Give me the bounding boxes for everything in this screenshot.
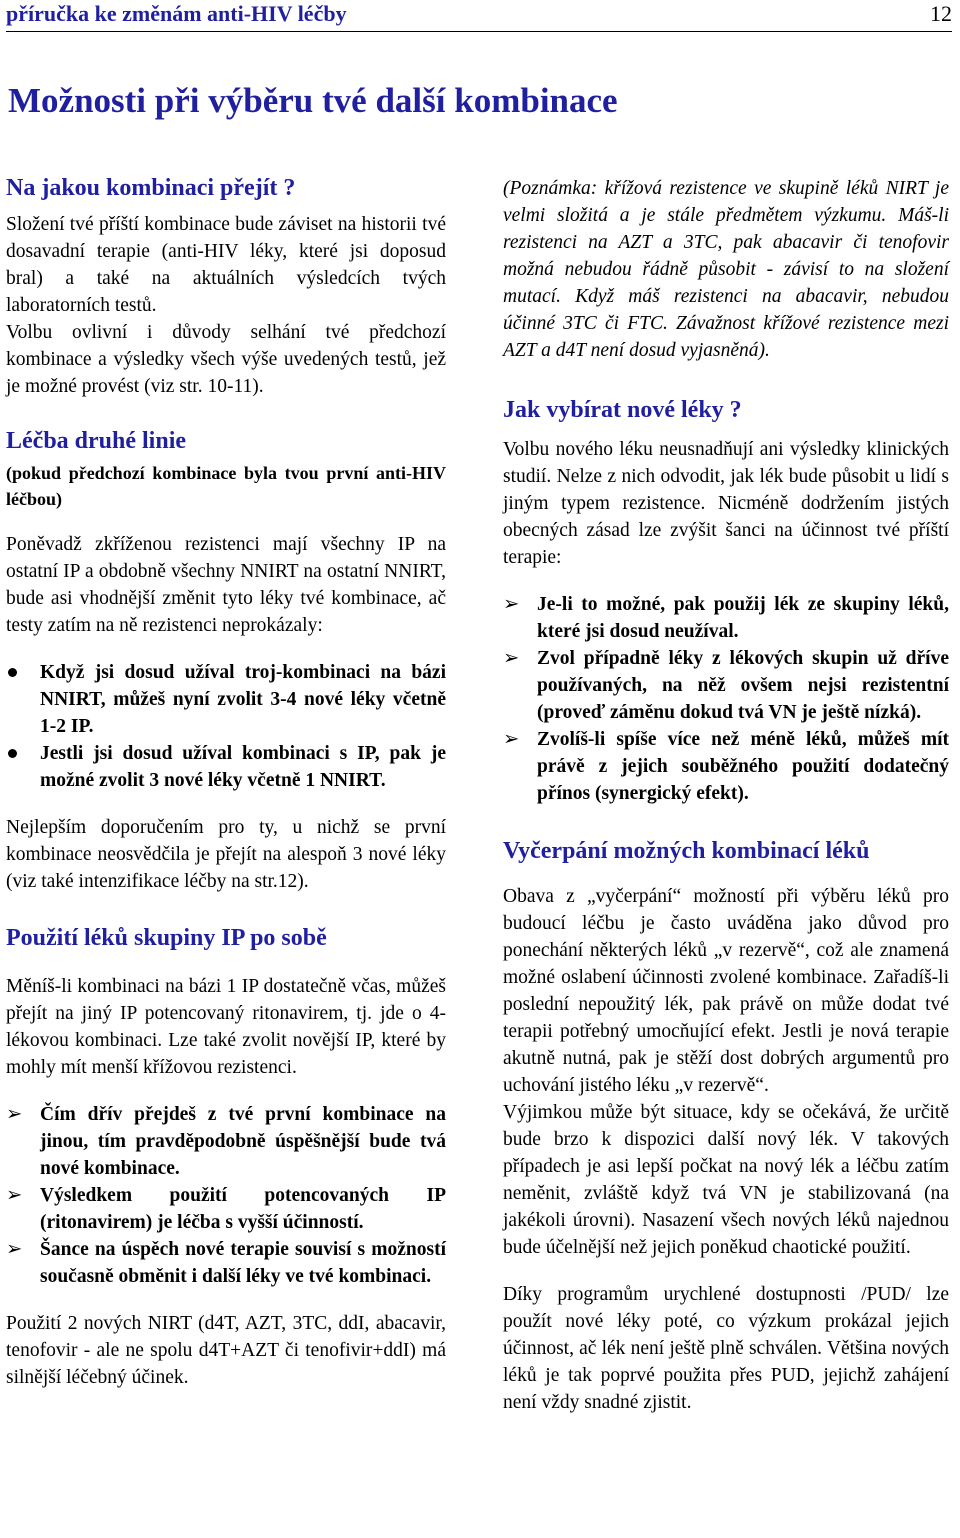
arrow-bullet-icon: ➢ — [503, 648, 520, 669]
arrow-bullet-icon: ➢ — [6, 1239, 23, 1260]
paragraph: Výjimkou může být situace, kdy se očekává, že určitě bude brzo k dispozici další nový lék. V takových případech je asi lepší počkat na nový lék a léčbu zatím neměnit, zvláště když tvá VN je stabilizovaná (na jakékoli úrovni). Nasazení všech nových léků najednou bude účelnější než jejich poněkud chaotické použití. — [503, 1102, 949, 1258]
paragraph: Volbu nového léku neusnadňují ani výsledky klinických studií. Nelze z nich odvodit, jak lék bude působit u lidí s jiným typem rezistence. Nicméně dodržením jistých obecných zásad lze zvýšit šanci na účinnost tvé příští terapie: — [503, 439, 949, 568]
list-item — [503, 645, 949, 726]
arrow-bullet-icon: ➢ — [6, 1104, 23, 1125]
list-item — [503, 591, 949, 645]
list-item-text: Šance na úspěch nové terapie souvisí s možností současně obměnit i další léky ve tvé kombinaci. — [40, 1239, 446, 1287]
list-item-text: Čím dřív přejdeš z tvé první kombinace na jinou, tím pravděpodobně úspěšnější bude tvá nové kombinace. — [40, 1104, 446, 1179]
list-item-text: Výsledkem použití potencovaných IP (ritonavirem) je léčba s vyšší účinností. — [40, 1185, 446, 1233]
paragraph: Poněvadž zkříženou rezistenci mají všechny IP na ostatní IP a obdobně všechny NNIRT na ostatní NNIRT, bude asi vhodnější změnit tyto léky tvé kombinace, ač testy zatím na ně rezistenci neprokázaly: — [6, 534, 446, 636]
section-heading-choosing-drugs: Jak vybírat nové léky ? — [503, 397, 742, 423]
list-item-text: Jestli jsi dosud užíval kombinaci s IP, pak je možné zvolit 3 nové léky včetně 1 NNIRT. — [40, 743, 446, 791]
arrow-list — [6, 1101, 446, 1290]
arrow-list — [503, 591, 949, 807]
list-item-text: Zvolíš-li spíše více než méně léků, můžeš mít právě z jejich souběžného použití dodatečný přínos (synergický efekt). — [537, 729, 949, 804]
list-item — [6, 1236, 446, 1290]
paragraph: Obava z „vyčerpání“ možností při výběru léků pro budoucí léčbu je často uváděna jako důvod pro ponechání některých léků „v rezervě“, což ale znamená možné oslabení účinnosti zvolené kombinace. Zařadíš-li poslední nepoužitý lék, pak právě on může dodat tvé terapii potřebný umocňující efekt. Jestli je nová terapie akutně nutná, pak je stěží dost dobrých argumentů pro uchování jistého léku „v rezervě“. — [503, 886, 949, 1096]
paragraph: Díky programům urychlené dostupnosti /PUD/ lze použít nové léky poté, co výzkum prokázal jejich účinnost, ač lék není ještě plně schválen. Většina nových léků je tak poprvé použita přes PUD, jejichž zahájení není vždy snadné zjistit. — [503, 1284, 949, 1413]
list-item-text: Když jsi dosud užíval troj-kombinaci na bázi NNIRT, můžeš nyní zvolit 3-4 nové léky včetně 1-2 IP. — [40, 662, 446, 737]
section-heading-exhaustion: Vyčerpání možných kombinací léků — [503, 838, 870, 864]
list-item — [6, 740, 446, 794]
list-item-text: Zvol případně léky z lékových skupin už dříve používaných, na něž ovšem nejsi rezistentní (proveď záměnu dokud tvá VN je ještě nízká). — [537, 648, 949, 723]
note-paragraph: (Poznámka: křížová rezistence ve skupině léků NIRT je velmi složitá a je stále předmětem výzkumu. Máš-li rezistenci na AZT a 3TC, pak abacavir či tenofovir možná nebudou řádně působit - závisí to na složení mutací. Když máš rezistenci na abacavir, nebudou účinné 3TC či FTC. Závažnost křížové rezistence mezi AZT a d4T není dosud vyjasněná). — [503, 178, 949, 361]
right-column — [503, 175, 949, 1416]
section-subheading: (pokud předchozí kombinace byla tvou první anti-HIV léčbou) — [6, 463, 446, 509]
running-header — [6, 0, 952, 32]
arrow-bullet-icon: ➢ — [6, 1185, 23, 1206]
bullet-list — [6, 659, 446, 794]
list-item-text: Je-li to možné, pak použij lék ze skupiny léků, které jsi dosud neužíval. — [537, 594, 949, 642]
paragraph: Nejlepším doporučením pro ty, u nichž se první kombinace neosvědčila je přejít na alespoň 3 nové léky (viz také intenzifikace léčby na str.12). — [6, 817, 446, 892]
section-heading-second-line: Léčba druhé linie — [6, 428, 187, 454]
list-item — [6, 1182, 446, 1236]
paragraph: Měníš-li kombinaci na bázi 1 IP dostatečně včas, můžeš přejít na jiný IP potencovaný ritonavirem, tj. jde o 4-lékovou kombinaci. Lze také zvolit novější IP, které by mohly mít menší křížovou rezistenci. — [6, 976, 446, 1078]
list-item — [503, 726, 949, 807]
page-title: Možnosti při výběru tvé další kombinace — [8, 81, 618, 120]
arrow-bullet-icon: ➢ — [503, 594, 520, 615]
paragraph: Volbu ovlivní i důvody selhání tvé předchozí kombinace a výsledky všech výše uvedených testů, jež je možné provést (viz str. 10-11). — [6, 322, 446, 397]
section-heading-ip-sequence: Použití léků skupiny IP po sobě — [6, 925, 327, 951]
bullet-icon — [8, 749, 17, 758]
left-column — [6, 172, 446, 1391]
section-heading-which-combination: Na jakou kombinaci přejít ? — [6, 175, 296, 201]
list-item — [6, 659, 446, 740]
page-number: 12 — [930, 1, 952, 26]
paragraph: Použití 2 nových NIRT (d4T, AZT, 3TC, ddI, abacavir, tenofovir - ale ne spolu d4T+AZT či tenofivir+ddI) má silnější léčebný účinek. — [6, 1313, 446, 1388]
bullet-icon — [8, 668, 17, 677]
paragraph: Složení tvé příští kombinace bude záviset na historii tvé dosavadní terapie (anti-HIV léky, které jsi doposud bral) a také na aktuálních výsledcích tvých laboratorních testů. — [6, 214, 446, 316]
list-item — [6, 1101, 446, 1182]
arrow-bullet-icon: ➢ — [503, 729, 520, 750]
header-title: příručka ke změnám anti-HIV léčby — [6, 1, 347, 26]
